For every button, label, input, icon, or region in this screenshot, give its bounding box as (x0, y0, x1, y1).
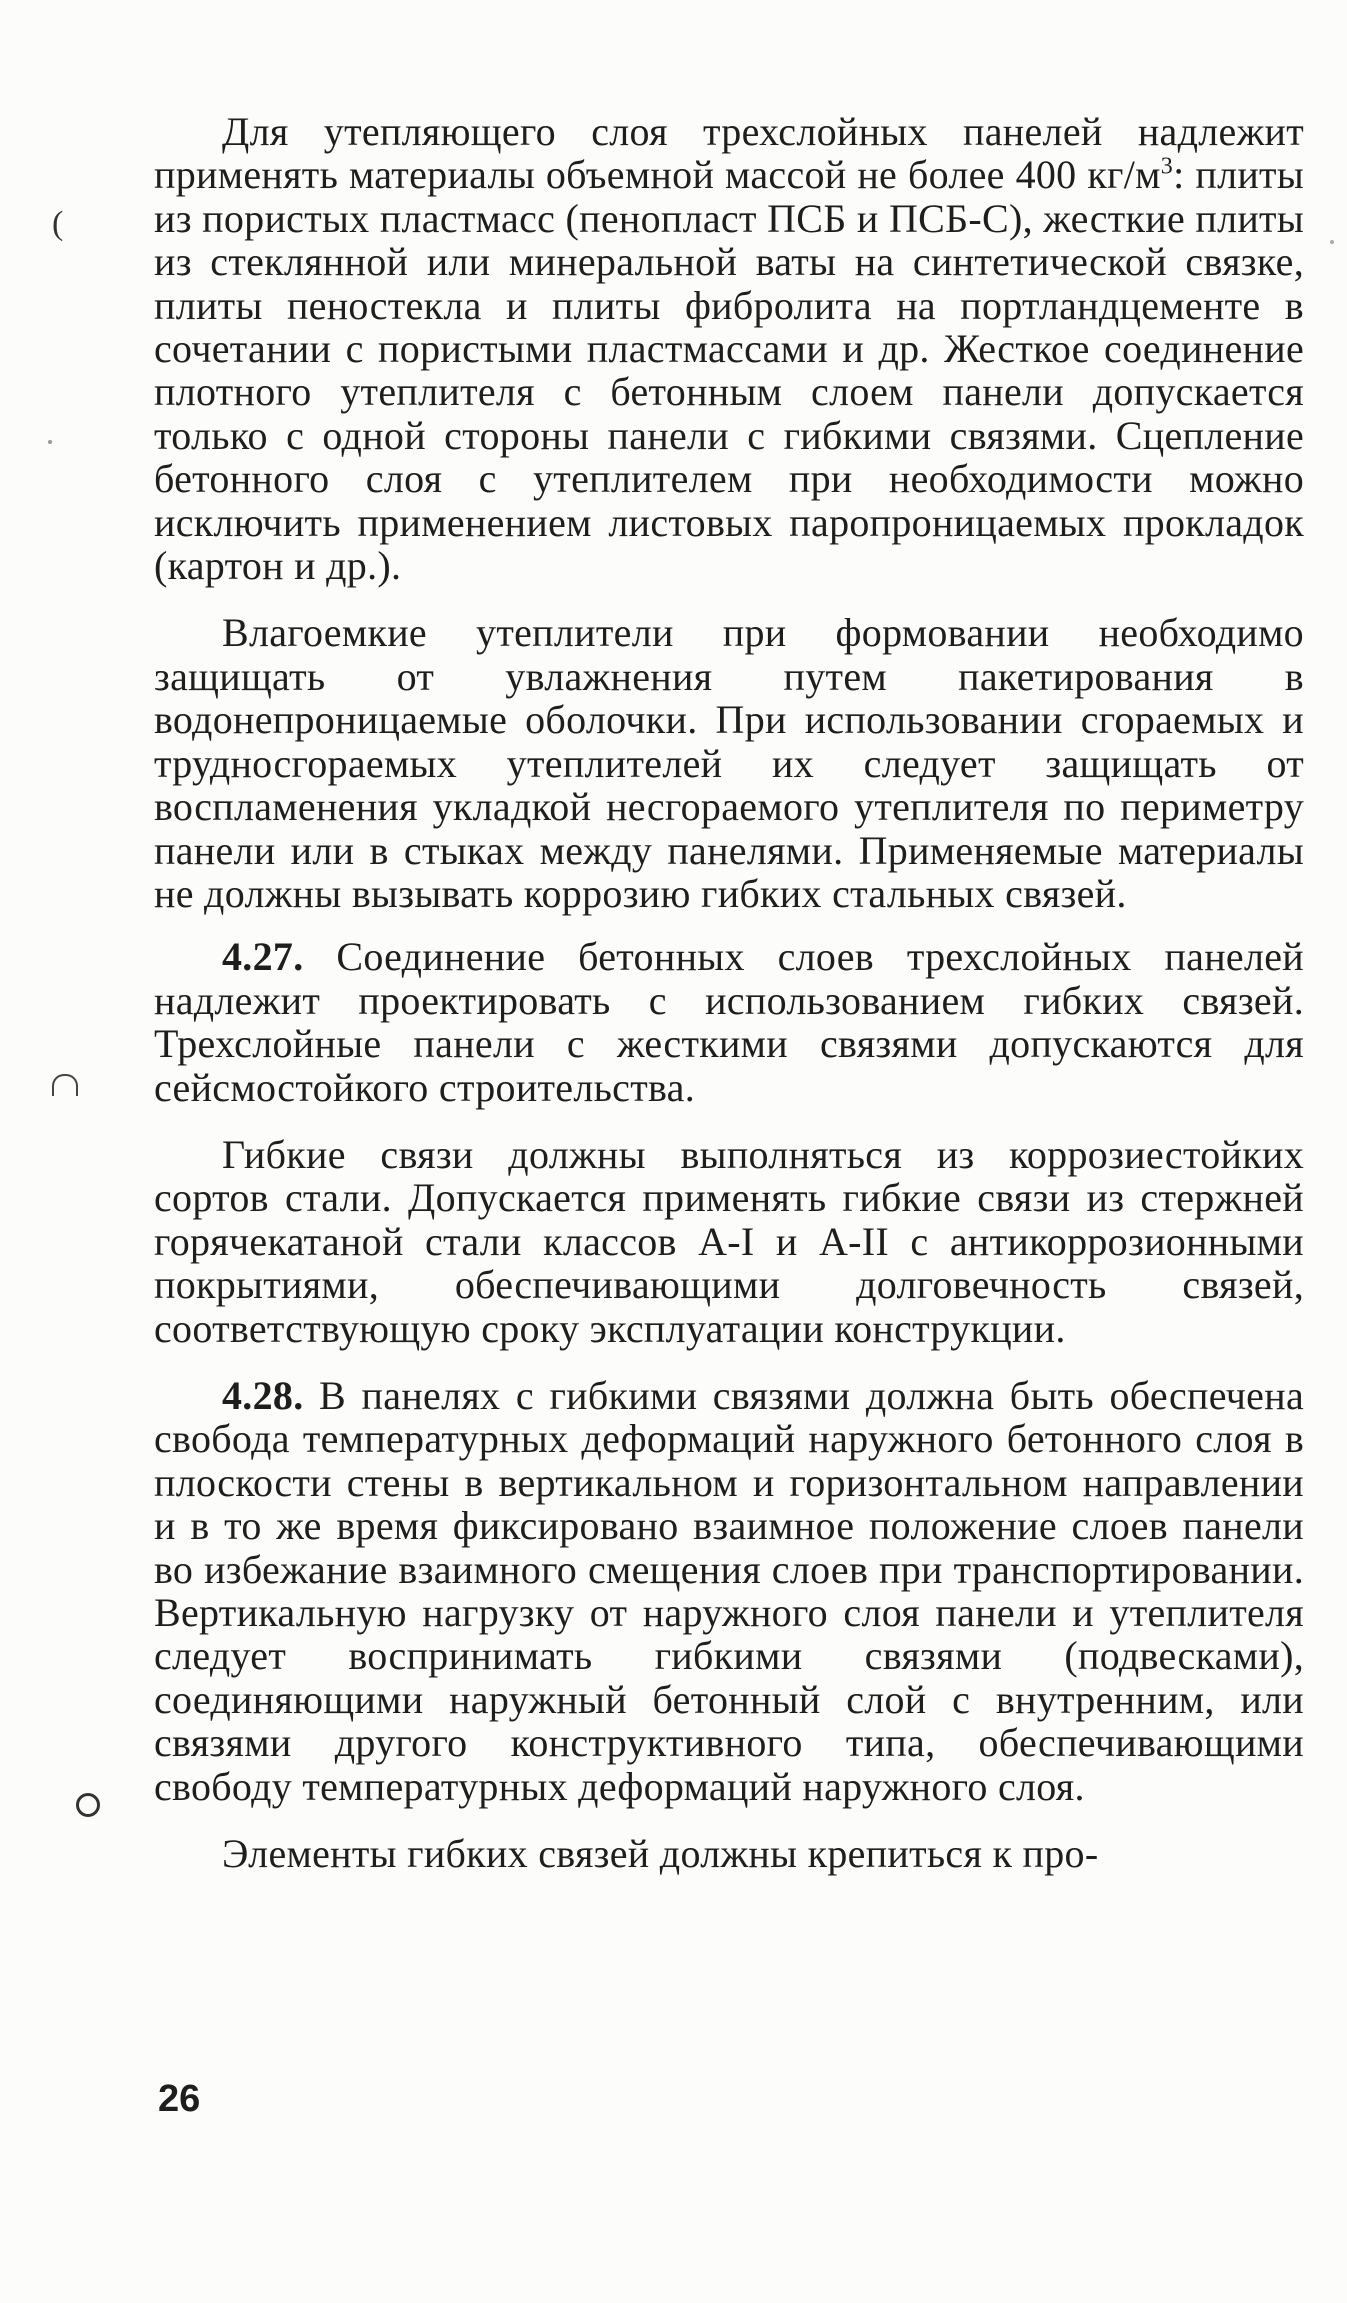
margin-arc-mark (52, 1074, 78, 1096)
page-number: 26 (158, 2078, 201, 2120)
paragraph-text: Влагоемкие утеплители при формовании необходимо защищать от увлажнения путем пакетирования в водонепроницаемые оболочки. При использовании сгораемых и трудносгораемых утеплителей их следует защищать от воспламенения укладкой несгораемого утеплителя по периметру панели или в стыках между панелями. Применяемые материалы не должны вызывать коррозию гибких стальных связей. (154, 610, 1304, 916)
section-number: 4.28. (222, 1372, 304, 1418)
body-text (154, 110, 1304, 1899)
paragraph-flexible-ties (154, 1133, 1304, 1350)
paragraph-section-4-27 (154, 935, 1304, 1109)
margin-mark: ( (52, 205, 64, 242)
paragraph-text: Гибкие связи должны выполняться из коррозиестойких сортов стали. Допускается применять гибкие связи из стержней горячекатаной стали классов А-I и А-II с антикоррозионными покрытиями, обеспечивающими долговечность связей, соответствующую сроку эксплуатации конструкции. (154, 1131, 1304, 1351)
paragraph-text: В панелях с гибкими связями должна быть обеспечена свобода температурных деформаций наружного бетонного слоя в плоскости стены в вертикальном и горизонтальном направлении и в то же время фиксировано взаимное положение слоев панели во избежание взаимного смещения слоев при транспортировании. Вертикальную нагрузку от наружного слоя панели и утеплителя следует воспринимать гибкими связями (подвесками), соединяющими наружный бетонный слой с внутренним, или связями другого конструктивного типа, обеспечивающими свободу температурных деформаций наружного слоя. (154, 1372, 1304, 1809)
paragraph-text: Для утепляющего слоя трехслойных панелей надлежит применять материалы объемной массой не более 400 кг/м (154, 109, 1304, 198)
section-number: 4.27. (222, 934, 304, 980)
paragraph-text: Элементы гибких связей должны крепиться к про- (222, 1831, 1099, 1877)
superscript: 3 (1160, 154, 1174, 181)
paragraph-insulation-materials (154, 110, 1304, 587)
paragraph-text: : плиты из пористых пластмасс (пенопласт ПСБ и ПСБ-С), жесткие плиты из стеклянной или минеральной ваты на синтетической связке, плиты пеностекла и плиты фибролита на портландцементе в сочетании с пористыми пластмассами и др. Жесткое соединение плотного утеплителя с бетонным слоем панели допускается только с одной стороны панели с гибкими связями. Сцепление бетонного слоя с утеплителем при необходимости можно исключить применением листовых паропроницаемых прокладок (картон и др.). (154, 152, 1304, 589)
paragraph-text: Соединение бетонных слоев трехслойных панелей надлежит проектировать с использованием гибких связей. Трехслойные панели с жесткими связями допускаются для сейсмостойкого строительства. (154, 934, 1304, 1110)
paragraph-section-4-28 (154, 1374, 1304, 1808)
speck-mark (48, 440, 52, 444)
paragraph-moisture-protection (154, 611, 1304, 915)
paragraph-tie-elements (154, 1832, 1304, 1875)
speck-mark (1330, 240, 1334, 244)
margin-circle-mark (76, 1793, 100, 1817)
